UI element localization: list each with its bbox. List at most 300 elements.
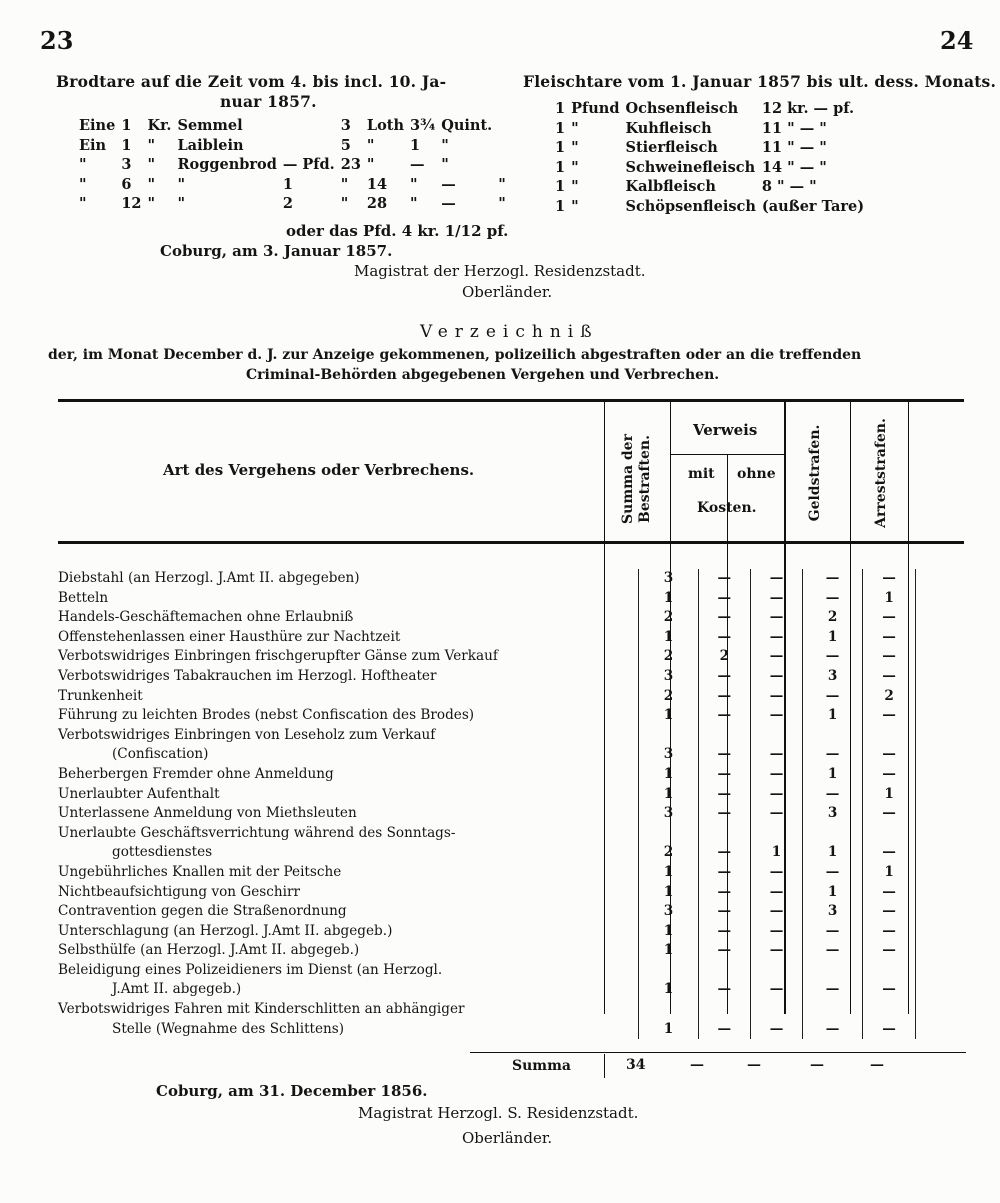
register-cell-edge bbox=[916, 1000, 969, 1020]
col-header-mit: mit bbox=[688, 466, 715, 482]
bread-cell: " bbox=[340, 175, 349, 193]
bread-cell: " bbox=[498, 175, 506, 193]
col-header-offense: Art des Vergehens oder Verbrechens. bbox=[163, 461, 475, 479]
register-cell-ohne: — bbox=[750, 980, 802, 1000]
register-cell-sum: 1 bbox=[639, 589, 698, 609]
meat-unit: " bbox=[571, 139, 579, 157]
register-cell-edge bbox=[916, 706, 969, 726]
bread-cell: " bbox=[177, 175, 186, 193]
register-cell-ohne: — bbox=[750, 706, 802, 726]
meat-table bbox=[552, 99, 867, 217]
register-cell-name: Verbotswidriges Einbringen von Leseholz zum Verkauf bbox=[58, 726, 436, 743]
register-cell-arrest: — bbox=[863, 980, 916, 1000]
register-cell-mit: — bbox=[698, 745, 750, 765]
register-cell-sum: 2 bbox=[639, 687, 698, 707]
register-row bbox=[56, 824, 969, 844]
register-row bbox=[56, 687, 969, 707]
register-cell-name: Selbsthülfe (an Herzogl. J.Amt II. abgegeb.) bbox=[58, 942, 360, 959]
bread-cell: " bbox=[366, 156, 375, 174]
register-cell-sum: 1 bbox=[639, 863, 698, 883]
register-cell-sum: 1 bbox=[639, 941, 698, 961]
register-cell-edge bbox=[916, 980, 969, 1000]
register-cell-sum: 1 bbox=[639, 628, 698, 648]
register-cell-name: Handels-Geschäftemachen ohne Erlaubniß bbox=[58, 609, 354, 626]
bread-cell: " bbox=[147, 195, 156, 213]
register-cell-mit: — bbox=[698, 569, 750, 589]
register-cell-mit: — bbox=[698, 608, 750, 628]
register-cell-edge bbox=[916, 785, 969, 805]
register-cell-sum: 2 bbox=[639, 647, 698, 667]
register-cell-ohne: 1 bbox=[750, 843, 802, 863]
register-cell-edge bbox=[916, 902, 969, 922]
register-cell-arrest: — bbox=[863, 706, 916, 726]
register-cell-sum: 1 bbox=[639, 765, 698, 785]
meat-price: 8 " — " bbox=[761, 178, 817, 196]
register-cell-edge bbox=[916, 628, 969, 648]
page-number-right: 24 bbox=[940, 26, 974, 55]
summa-dash-mit: — bbox=[690, 1057, 704, 1073]
register-authority: Magistrat Herzogl. S. Residenzstadt. bbox=[358, 1104, 639, 1122]
summa-rule bbox=[470, 1052, 966, 1053]
register-cell-arrest: — bbox=[863, 902, 916, 922]
bread-cell: — bbox=[410, 156, 425, 174]
register-cell-name: Offenstehenlassen einer Hausthüre zur Nachtzeit bbox=[58, 628, 401, 645]
register-cell-geld: 1 bbox=[803, 628, 863, 648]
bread-cell: — Pfd. bbox=[282, 156, 335, 174]
header-top-rule bbox=[58, 399, 964, 402]
meat-qty: 1 bbox=[555, 119, 566, 137]
register-cell-sum: 1 bbox=[639, 785, 698, 805]
summa-dash-ohne: — bbox=[747, 1057, 761, 1073]
register-cell-edge bbox=[916, 726, 969, 746]
summa-label: Summa bbox=[512, 1058, 571, 1074]
register-cell-sum: 3 bbox=[639, 667, 698, 687]
bread-cell: 3 bbox=[121, 156, 132, 174]
register-cell-ohne: — bbox=[750, 569, 802, 589]
register-cell-mit: — bbox=[698, 687, 750, 707]
register-cell-name: Betteln bbox=[58, 589, 109, 606]
register-cell-name: Diebstahl (an Herzogl. J.Amt II. abgegeben) bbox=[58, 570, 360, 586]
register-cell-edge bbox=[916, 687, 969, 707]
meat-item: Kalbfleisch bbox=[625, 178, 716, 196]
register-cell-mit bbox=[698, 726, 750, 746]
register-cell-edge bbox=[916, 647, 969, 667]
bread-cell: " bbox=[410, 175, 418, 193]
register-cell-name: Verbotswidriges Tabakrauchen im Herzogl. Hoftheater bbox=[58, 667, 437, 684]
meat-row bbox=[552, 177, 867, 197]
register-cell-ohne: — bbox=[750, 922, 802, 942]
summa-value: 34 bbox=[626, 1057, 646, 1073]
meat-item: Schweinefleisch bbox=[625, 158, 756, 176]
bread-price-note: oder das Pfd. 4 kr. 1/12 pf. bbox=[286, 222, 509, 240]
register-cell-sum bbox=[639, 824, 698, 844]
bread-cell: 2 bbox=[282, 195, 293, 213]
register-cell-ohne: — bbox=[750, 687, 802, 707]
register-cell-name: Contravention gegen die Straßenordnung bbox=[58, 903, 347, 920]
register-row bbox=[56, 706, 969, 726]
bread-row bbox=[76, 194, 509, 214]
register-cell-geld: — bbox=[803, 589, 863, 609]
bread-cell: " bbox=[79, 175, 87, 193]
register-cell-ohne: — bbox=[750, 883, 802, 903]
register-cell-name: Unterlassene Anmeldung von Miethsleuten bbox=[58, 805, 357, 822]
register-cell-arrest: 1 bbox=[863, 863, 916, 883]
register-cell-name: Trunkenheit bbox=[58, 687, 143, 704]
register-cell-arrest: — bbox=[863, 922, 916, 942]
bread-cell: " bbox=[79, 195, 87, 213]
bread-cell: " bbox=[340, 195, 349, 213]
register-cell-mit: — bbox=[698, 765, 750, 785]
bread-cell: Semmel bbox=[177, 117, 243, 134]
bread-cell: " bbox=[147, 175, 156, 193]
register-row bbox=[56, 726, 969, 746]
register-cell-name: Unerlaubte Geschäftsverrichtung während des Sonntags- bbox=[58, 824, 456, 841]
register-cell-geld: 3 bbox=[803, 804, 863, 824]
register-cell-sum bbox=[639, 726, 698, 746]
register-cell-arrest: — bbox=[863, 608, 916, 628]
register-row bbox=[56, 883, 969, 903]
register-cell-geld: — bbox=[803, 745, 863, 765]
meat-unit: " bbox=[571, 197, 579, 215]
register-cell-name: (Confiscation) bbox=[112, 746, 209, 763]
bread-cell: Quint. bbox=[441, 117, 493, 134]
register-cell-edge bbox=[916, 863, 969, 883]
register-cell-mit: — bbox=[698, 863, 750, 883]
register-row bbox=[56, 863, 969, 883]
register-cell-ohne bbox=[750, 726, 802, 746]
register-row bbox=[56, 902, 969, 922]
register-row bbox=[56, 745, 969, 765]
register-cell-mit: — bbox=[698, 1020, 750, 1040]
register-title: Verzeichniß bbox=[420, 322, 599, 342]
bread-cell bbox=[280, 116, 338, 136]
register-cell-mit: — bbox=[698, 804, 750, 824]
register-cell-mit: — bbox=[698, 941, 750, 961]
bread-row bbox=[76, 155, 509, 175]
register-cell-ohne: — bbox=[750, 941, 802, 961]
register-cell-geld: 1 bbox=[803, 883, 863, 903]
meat-item: Kuhfleisch bbox=[625, 119, 712, 137]
register-row bbox=[56, 1020, 969, 1040]
register-cell-arrest bbox=[863, 961, 916, 981]
register-cell-arrest bbox=[863, 824, 916, 844]
register-cell-mit: — bbox=[698, 589, 750, 609]
register-cell-name: J.Amt II. abgegeb.) bbox=[112, 981, 242, 998]
register-cell-edge bbox=[916, 569, 969, 589]
register-cell-geld: 1 bbox=[803, 706, 863, 726]
bread-cell: 1 bbox=[282, 175, 293, 193]
register-cell-mit: — bbox=[698, 883, 750, 903]
bread-cell: " bbox=[79, 156, 87, 174]
register-row bbox=[56, 608, 969, 628]
register-cell-mit: — bbox=[698, 667, 750, 687]
register-cell-mit: 2 bbox=[698, 647, 750, 667]
register-cell-sum: 3 bbox=[639, 902, 698, 922]
col-header-ohne: ohne bbox=[737, 466, 776, 482]
register-cell-geld: — bbox=[803, 980, 863, 1000]
register-cell-name: Ungebührliches Knallen mit der Peitsche bbox=[58, 863, 342, 880]
bread-cell: Loth bbox=[366, 117, 405, 134]
bread-cell: 12 bbox=[121, 195, 142, 213]
register-row bbox=[56, 667, 969, 687]
register-cell-name: Verbotswidriges Einbringen frischgerupfter Gänse zum Verkauf bbox=[58, 648, 498, 665]
register-cell-sum: 2 bbox=[639, 608, 698, 628]
meat-row bbox=[552, 197, 867, 217]
register-cell-sum: 1 bbox=[639, 883, 698, 903]
register-cell-arrest: — bbox=[863, 843, 916, 863]
register-cell-mit: — bbox=[698, 902, 750, 922]
register-cell-name: Nichtbeaufsichtigung von Geschirr bbox=[58, 883, 300, 900]
register-cell-edge bbox=[916, 667, 969, 687]
register-cell-arrest: — bbox=[863, 941, 916, 961]
register-cell-arrest: 1 bbox=[863, 785, 916, 805]
meat-item: Stierfleisch bbox=[625, 139, 718, 157]
bread-cell: 6 bbox=[121, 175, 132, 193]
register-cell-ohne: — bbox=[750, 902, 802, 922]
bread-table bbox=[76, 116, 509, 214]
register-cell-edge bbox=[916, 883, 969, 903]
register-row bbox=[56, 628, 969, 648]
register-cell-edge bbox=[916, 608, 969, 628]
register-cell-arrest bbox=[863, 1000, 916, 1020]
register-row bbox=[56, 941, 969, 961]
meat-unit: Pfund bbox=[571, 100, 620, 117]
register-cell-geld: 3 bbox=[803, 667, 863, 687]
col-header-geld: Geldstrafen. bbox=[807, 424, 823, 522]
register-row bbox=[56, 961, 969, 981]
meat-title: Fleischtare vom 1. Januar 1857 bis ult. dess. Monats. bbox=[523, 72, 997, 91]
meat-unit: " bbox=[571, 119, 579, 137]
register-cell-arrest: — bbox=[863, 745, 916, 765]
meat-qty: 1 bbox=[555, 100, 566, 117]
meat-unit: " bbox=[571, 178, 579, 196]
register-cell-ohne: — bbox=[750, 804, 802, 824]
bread-cell: 5 bbox=[340, 136, 351, 154]
register-cell-arrest: — bbox=[863, 667, 916, 687]
meat-unit: " bbox=[571, 158, 579, 176]
bread-cell: 14 bbox=[366, 175, 388, 193]
register-cell-edge bbox=[916, 765, 969, 785]
register-cell-edge bbox=[916, 961, 969, 981]
register-cell-arrest: — bbox=[863, 804, 916, 824]
register-cell-arrest: 2 bbox=[863, 687, 916, 707]
register-cell-geld: 3 bbox=[803, 902, 863, 922]
register-cell-sum: 3 bbox=[639, 569, 698, 589]
register-cell-geld: — bbox=[803, 941, 863, 961]
bread-cell: " bbox=[366, 136, 375, 154]
register-cell-ohne: — bbox=[750, 863, 802, 883]
register-cell-mit: — bbox=[698, 980, 750, 1000]
page-number-left: 23 bbox=[40, 26, 74, 55]
register-cell-geld bbox=[803, 1000, 863, 1020]
register-cell-ohne: — bbox=[750, 1020, 802, 1040]
register-row bbox=[56, 569, 969, 589]
meat-row bbox=[552, 119, 867, 139]
register-cell-ohne: — bbox=[750, 765, 802, 785]
bread-cell: " bbox=[147, 156, 156, 174]
meat-qty: 1 bbox=[555, 197, 566, 215]
register-cell-name: Verbotswidriges Fahren mit Kinderschlitten an abhängiger bbox=[58, 1001, 465, 1018]
register-cell-sum: 3 bbox=[639, 804, 698, 824]
register-place-date: Coburg, am 31. December 1856. bbox=[156, 1082, 428, 1100]
register-row bbox=[56, 785, 969, 805]
register-cell-edge bbox=[916, 941, 969, 961]
bread-cell: " bbox=[177, 195, 186, 213]
meat-price: (außer Tare) bbox=[761, 197, 865, 215]
register-cell-edge bbox=[916, 745, 969, 765]
register-cell-ohne: — bbox=[750, 589, 802, 609]
meat-row bbox=[552, 99, 867, 119]
register-cell-geld bbox=[803, 726, 863, 746]
register-row bbox=[56, 922, 969, 942]
col-header-sum: Summa der Bestraften. bbox=[620, 434, 653, 524]
register-cell-sum: 1 bbox=[639, 922, 698, 942]
register-row bbox=[56, 765, 969, 785]
register-cell-arrest: — bbox=[863, 765, 916, 785]
meat-price: 11 " — " bbox=[761, 119, 827, 137]
bread-cell: Eine bbox=[79, 117, 116, 134]
meat-price: 11 " — " bbox=[761, 139, 827, 157]
bread-cell: Ein bbox=[79, 136, 107, 154]
register-cell-mit: — bbox=[698, 785, 750, 805]
register-cell-geld: 1 bbox=[803, 843, 863, 863]
register-subtitle-line1: der, im Monat December d. J. zur Anzeige gekommenen, polizeilich abgestraften oder an die treffenden bbox=[48, 347, 862, 363]
register-cell-mit: — bbox=[698, 922, 750, 942]
register-cell-ohne: — bbox=[750, 608, 802, 628]
register-cell-geld: — bbox=[803, 569, 863, 589]
col-header-kosten: Kosten. bbox=[697, 500, 757, 516]
bread-cell: 1 bbox=[121, 117, 132, 134]
meat-row bbox=[552, 138, 867, 158]
bread-cell: Kr. bbox=[147, 117, 172, 134]
register-cell-edge bbox=[916, 1020, 969, 1040]
register-cell-name: Führung zu leichten Brodes (nebst Confiscation des Brodes) bbox=[58, 707, 475, 724]
bread-cell: " bbox=[441, 136, 449, 154]
register-cell-edge bbox=[916, 843, 969, 863]
register-cell-geld: — bbox=[803, 922, 863, 942]
register-cell-arrest: — bbox=[863, 883, 916, 903]
register-cell-mit: — bbox=[698, 706, 750, 726]
register-cell-sum: 1 bbox=[639, 980, 698, 1000]
register-cell-name: Beherbergen Fremder ohne Anmeldung bbox=[58, 765, 334, 782]
register-cell-ohne: — bbox=[750, 667, 802, 687]
register-row bbox=[56, 647, 969, 667]
register-cell-name: Unterschlagung (an Herzogl. J.Amt II. abgegeb.) bbox=[58, 922, 393, 939]
register-cell-ohne: — bbox=[750, 745, 802, 765]
bread-cell: Laiblein bbox=[177, 136, 244, 154]
header-bottom-rule bbox=[58, 541, 964, 544]
bread-cell: 1 bbox=[121, 136, 132, 154]
bread-cell: — bbox=[441, 195, 456, 213]
meat-price: 14 " — " bbox=[761, 158, 827, 176]
register-cell-arrest: — bbox=[863, 628, 916, 648]
bread-cell: " bbox=[410, 195, 418, 213]
bread-cell: 23 bbox=[340, 156, 361, 174]
register-cell-geld: — bbox=[803, 785, 863, 805]
meat-qty: 1 bbox=[555, 178, 566, 196]
bread-row bbox=[76, 175, 509, 195]
register-cell-arrest: — bbox=[863, 569, 916, 589]
register-cell-name: Beleidigung eines Polizeidieners im Dienst (an Herzogl. bbox=[58, 961, 443, 978]
bread-cell bbox=[280, 136, 338, 156]
register-cell-name: gottesdienstes bbox=[112, 844, 213, 861]
summa-dash-arrest: — bbox=[870, 1057, 884, 1073]
bread-cell: — bbox=[441, 175, 456, 193]
bread-cell: 3¾ bbox=[410, 117, 436, 134]
register-cell-geld: — bbox=[803, 1020, 863, 1040]
register-cell-sum: 1 bbox=[639, 1020, 698, 1040]
register-cell-geld bbox=[803, 961, 863, 981]
bread-title-line1: Brodtare auf die Zeit vom 4. bis incl. 10. Ja- bbox=[56, 72, 447, 91]
bread-authority: Magistrat der Herzogl. Residenzstadt. bbox=[354, 262, 646, 280]
meat-qty: 1 bbox=[555, 158, 566, 176]
bread-cell: " bbox=[441, 156, 449, 174]
register-row bbox=[56, 1000, 969, 1020]
summa-dash-geld: — bbox=[810, 1057, 824, 1073]
register-cell-arrest bbox=[863, 726, 916, 746]
col-header-verweis: Verweis bbox=[693, 421, 758, 439]
register-cell-sum bbox=[639, 961, 698, 981]
register-cell-geld: — bbox=[803, 863, 863, 883]
register-cell-geld bbox=[803, 824, 863, 844]
bread-cell: 1 bbox=[410, 136, 421, 154]
register-cell-mit: — bbox=[698, 843, 750, 863]
bread-row bbox=[76, 116, 509, 136]
meat-qty: 1 bbox=[555, 139, 566, 157]
bread-title-line2: nuar 1857. bbox=[220, 92, 317, 111]
bread-cell: 3 bbox=[340, 117, 351, 134]
register-cell-arrest: — bbox=[863, 1020, 916, 1040]
register-cell-name: Stelle (Wegnahme des Schlittens) bbox=[112, 1020, 345, 1037]
register-cell-sum: 3 bbox=[639, 745, 698, 765]
register-cell-edge bbox=[916, 589, 969, 609]
meat-price: 12 kr. — pf. bbox=[761, 100, 855, 117]
register-cell-sum bbox=[639, 1000, 698, 1020]
register-cell-geld: 2 bbox=[803, 608, 863, 628]
register-cell-ohne: — bbox=[750, 785, 802, 805]
register-cell-ohne bbox=[750, 1000, 802, 1020]
register-row bbox=[56, 843, 969, 863]
register-cell-name: Unerlaubter Aufenthalt bbox=[58, 785, 220, 802]
verweis-underline bbox=[671, 454, 784, 455]
bread-place-date: Coburg, am 3. Januar 1857. bbox=[160, 242, 393, 260]
register-cell-ohne: — bbox=[750, 628, 802, 648]
register-cell-mit bbox=[698, 961, 750, 981]
bread-cell: Roggenbrod bbox=[177, 156, 277, 174]
meat-item: Ochsenfleisch bbox=[625, 100, 739, 117]
register-cell-sum: 2 bbox=[639, 843, 698, 863]
register-cell-geld: 1 bbox=[803, 765, 863, 785]
meat-item: Schöpsenfleisch bbox=[625, 197, 756, 215]
register-row bbox=[56, 980, 969, 1000]
register-signer: Oberländer. bbox=[462, 1129, 553, 1147]
register-cell-edge bbox=[916, 922, 969, 942]
register-cell-arrest: 1 bbox=[863, 589, 916, 609]
register-cell-mit: — bbox=[698, 628, 750, 648]
register-cell-ohne bbox=[750, 961, 802, 981]
register-cell-edge bbox=[916, 804, 969, 824]
bread-cell: " bbox=[147, 136, 156, 154]
col-header-arrest: Arreststrafen. bbox=[873, 418, 889, 528]
bread-row bbox=[76, 136, 509, 156]
bread-cell: " bbox=[498, 195, 506, 213]
register-cell-edge bbox=[916, 824, 969, 844]
register-cell-ohne: — bbox=[750, 647, 802, 667]
register-subtitle-line2: Criminal-Behörden abgegebenen Vergehen und Verbrechen. bbox=[246, 367, 720, 383]
meat-row bbox=[552, 158, 867, 178]
register-cell-geld: — bbox=[803, 647, 863, 667]
summa-divider bbox=[604, 1054, 605, 1078]
